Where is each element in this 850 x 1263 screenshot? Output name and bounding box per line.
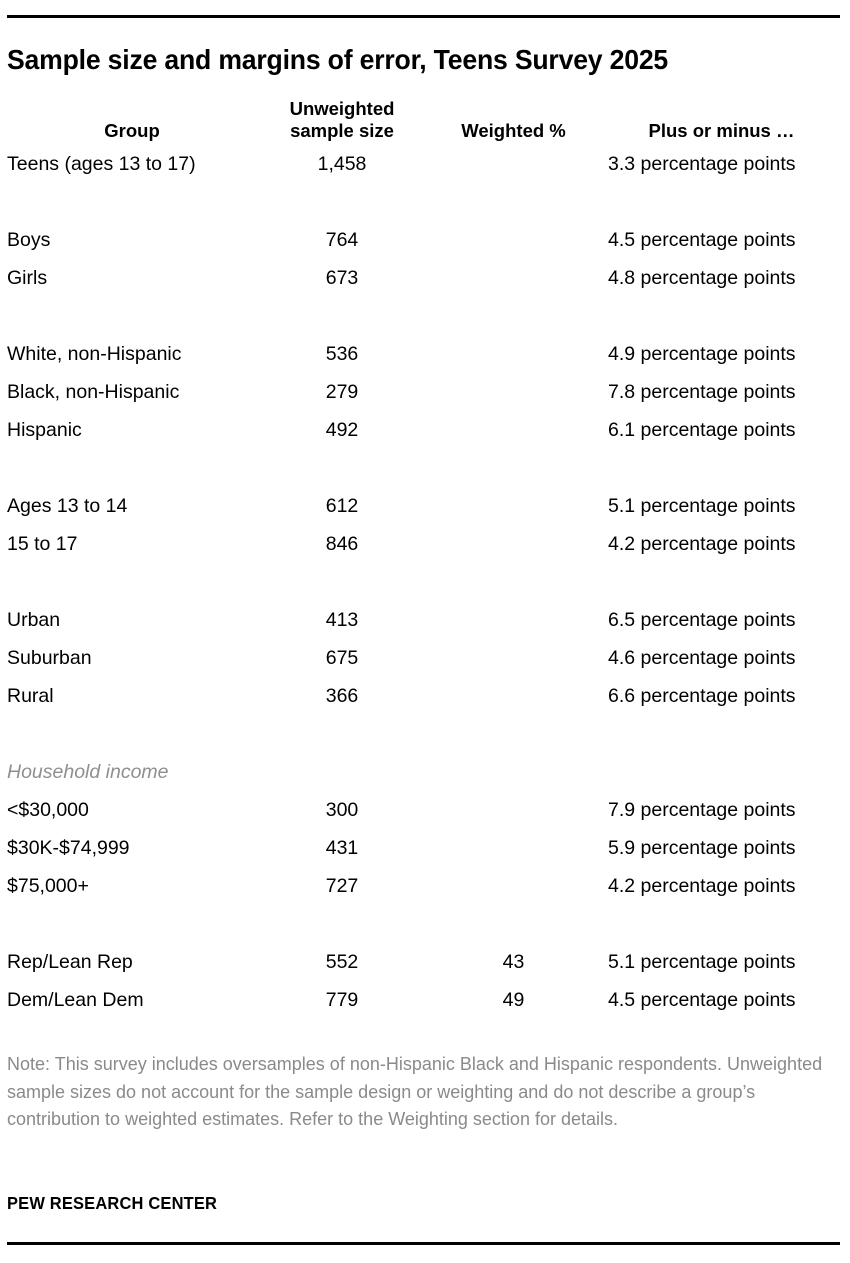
table-spacer-cell [7,905,843,943]
cell-weighted-pct: 43 [502,951,525,973]
table-body [7,145,843,1019]
cell-group-label: Black, non-Hispanic [7,381,180,403]
cell-weighted-pct [427,829,600,867]
cell-unweighted-sample-size: 846 [325,533,359,555]
table-spacer-cell [7,715,843,753]
table-spacer-row [7,563,843,601]
cell-weighted-pct [427,525,600,563]
column-header-sample-size-line1: Unweighted [289,98,395,119]
cell-weighted-pct [427,373,600,411]
cell-margin-of-error: 4.9 percentage points [608,343,796,365]
cell-group-label: Girls [7,267,48,289]
cell-weighted-pct [427,411,600,449]
cell-margin-of-error: 4.6 percentage points [608,647,796,669]
table-figure [0,15,850,1263]
cell-unweighted-sample-size: 300 [325,799,359,821]
cell-margin-of-error: 5.9 percentage points [608,837,796,859]
table-row [7,601,843,639]
table-row [7,221,843,259]
table-header-row [7,98,843,145]
cell-weighted-pct [427,867,600,905]
table-spacer-row [7,183,843,221]
cell-unweighted-sample-size: 366 [325,685,359,707]
cell-group-label: Hispanic [7,419,82,441]
table-spacer-cell [7,183,843,221]
cell-unweighted-sample-size: 279 [325,381,359,403]
table-row [7,639,843,677]
column-header-sample-size [257,98,427,145]
cell-group-label: Urban [7,609,61,631]
cell-weighted-pct: 49 [502,989,525,1011]
cell-group-label: Ages 13 to 14 [7,495,128,517]
cell-margin-of-error: 4.5 percentage points [608,229,796,251]
cell-margin-of-error [600,753,843,791]
table-row [7,411,843,449]
cell-unweighted-sample-size: 431 [325,837,359,859]
cell-group-label: Rep/Lean Rep [7,951,133,973]
table-row [7,829,843,867]
cell-weighted-pct [427,335,600,373]
cell-weighted-pct [427,791,600,829]
cell-unweighted-sample-size: 675 [325,647,359,669]
table-spacer-cell [7,449,843,487]
cell-unweighted-sample-size: 552 [325,951,359,973]
cell-group-label: Boys [7,229,51,251]
cell-weighted-pct [427,677,600,715]
table-row [7,677,843,715]
cell-unweighted-sample-size: 612 [325,495,359,517]
cell-margin-of-error: 4.8 percentage points [608,267,796,289]
cell-weighted-pct [427,601,600,639]
cell-unweighted-sample-size: 1,458 [317,153,367,175]
column-header-margin-of-error: Plus or minus … [648,120,795,141]
brand-label: PEW RESEARCH CENTER [7,1193,218,1213]
cell-group-label: $75,000+ [7,875,89,897]
cell-group-label: Dem/Lean Dem [7,989,144,1011]
table-row [7,525,843,563]
table-spacer-cell [7,297,843,335]
table-spacer-row [7,905,843,943]
cell-group-label: Rural [7,685,54,707]
table-spacer-row [7,297,843,335]
cell-unweighted-sample-size: 764 [325,229,359,251]
cell-weighted-pct [427,145,600,183]
table-row [7,791,843,829]
cell-weighted-pct [427,221,600,259]
cell-margin-of-error: 6.1 percentage points [608,419,796,441]
cell-unweighted-sample-size: 779 [325,989,359,1011]
column-header-sample-size-line2: sample size [290,120,394,141]
cell-group-label: <$30,000 [7,799,89,821]
cell-margin-of-error: 4.2 percentage points [608,533,796,555]
cell-unweighted-sample-size [257,753,427,791]
cell-margin-of-error: 5.1 percentage points [608,495,796,517]
bottom-rule [7,1242,840,1245]
page-title: Sample size and margins of error, Teens Survey 2025 [7,44,669,75]
table-row [7,335,843,373]
cell-margin-of-error: 6.5 percentage points [608,609,796,631]
cell-weighted-pct [427,639,600,677]
cell-weighted-pct [427,487,600,525]
cell-margin-of-error: 7.8 percentage points [608,381,796,403]
cell-margin-of-error: 7.9 percentage points [608,799,796,821]
cell-unweighted-sample-size: 673 [325,267,359,289]
cell-unweighted-sample-size: 536 [325,343,359,365]
table-spacer-row [7,449,843,487]
column-header-weighted-pct: Weighted % [461,120,566,141]
table-row [7,487,843,525]
table-row [7,145,843,183]
section-header-label: Household income [7,761,169,783]
cell-group-label: White, non-Hispanic [7,343,182,365]
table-spacer-row [7,715,843,753]
cell-margin-of-error: 3.3 percentage points [608,153,796,175]
table-spacer-cell [7,563,843,601]
cell-group-label: $30K-$74,999 [7,837,130,859]
cell-group-label: Teens (ages 13 to 17) [7,153,196,175]
cell-margin-of-error: 4.2 percentage points [608,875,796,897]
cell-unweighted-sample-size: 727 [325,875,359,897]
table-row [7,867,843,905]
cell-margin-of-error: 4.5 percentage points [608,989,796,1011]
table-note: Note: This survey includes oversamples of non-Hispanic Black and Hispanic respondents. Unweighted sample sizes do not account for the sample design or weighting and do not describe a group’s contribution to weighted estimates. Refer to the Weighting section for details. [7,1054,823,1129]
cell-group-label: Suburban [7,647,92,669]
table-row [7,259,843,297]
cell-margin-of-error: 6.6 percentage points [608,685,796,707]
cell-unweighted-sample-size: 492 [325,419,359,441]
cell-weighted-pct [427,259,600,297]
sample-size-table [7,98,843,1019]
cell-weighted-pct [427,753,600,791]
cell-margin-of-error: 5.1 percentage points [608,951,796,973]
table-row [7,943,843,981]
top-rule [7,15,840,18]
table-row [7,373,843,411]
table-row [7,981,843,1019]
table-section-header-row [7,753,843,791]
cell-unweighted-sample-size: 413 [325,609,359,631]
column-header-group: Group [104,120,160,141]
table-header [7,98,843,145]
cell-group-label: 15 to 17 [7,533,78,555]
